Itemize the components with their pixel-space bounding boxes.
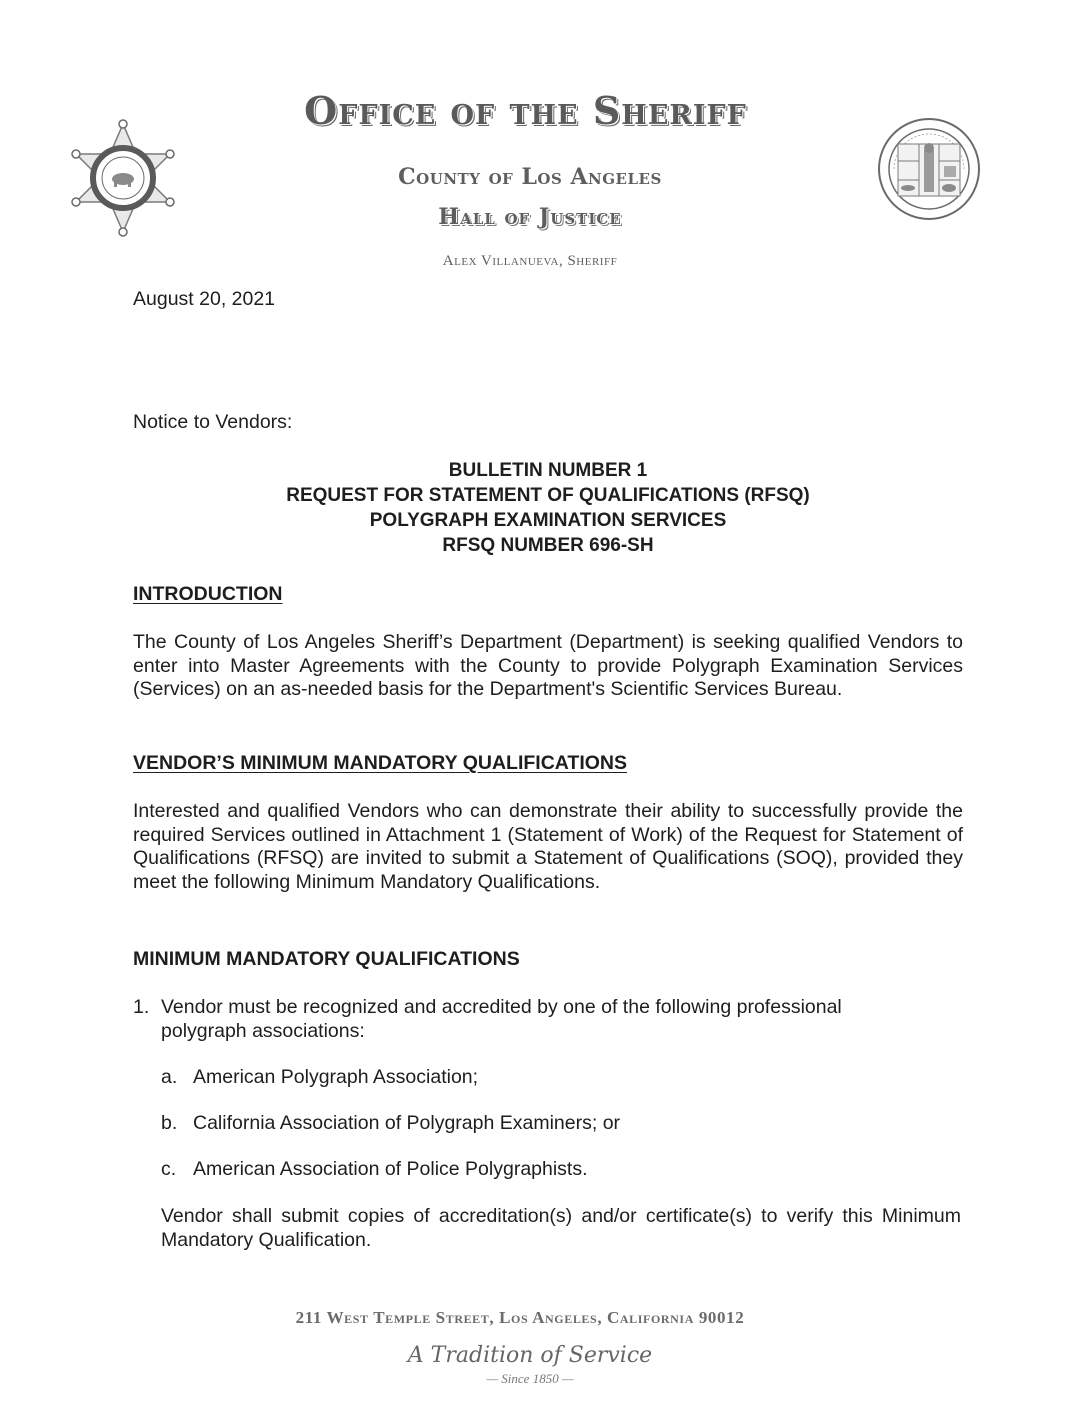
letter-date: August 20, 2021 [133, 288, 276, 310]
bulletin-number: BULLETIN NUMBER 1 [448, 460, 648, 481]
bulletin-rfsq-title: REQUEST FOR STATEMENT OF QUALIFICATIONS (RFSQ) [286, 485, 810, 506]
footer-since: — Since 1850 — [486, 1371, 574, 1386]
list-item-text: Vendor must be recognized and accredited by one of the following professional polygraph associations: [161, 996, 842, 1042]
bulletin-title-block [133, 458, 963, 558]
minimum-qualifications-heading: MINIMUM MANDATORY QUALIFICATIONS [133, 948, 520, 970]
footer-motto: A Tradition of Service [407, 1343, 653, 1368]
sub-item-label-c: c. [161, 1158, 177, 1180]
sub-item-california-association: California Association of Polygraph Examiners; or [193, 1112, 621, 1134]
vendor-qualifications-paragraph: Interested and qualified Vendors who can demonstrate their ability to successfully provide the required Services outlined in Attachment 1 (Statement of Work) of the Request for Statement of Qualifications (RFSQ) are invited to submit a Statement of Qualifications (SOQ), provided they meet the following Minimum Mandatory Qualifications. [133, 800, 963, 893]
salutation: Notice to Vendors: [133, 411, 293, 433]
sub-item-label-b: b. [161, 1112, 178, 1134]
introduction-paragraph: The County of Los Angeles Sheriff’s Department (Department) is seeking qualified Vendors to enter into Master Agreements with the County to provide Polygraph Examination Services (Services) on an as-needed basis for the Department's Scientific Services Bureau. [133, 631, 963, 700]
letterhead-county: County of Los Angeles [398, 164, 662, 190]
bulletin-rfsq-number: RFSQ NUMBER 696-SH [442, 535, 654, 556]
letterhead-sheriff-name: Alex Villanueva, Sheriff [442, 253, 618, 269]
introduction-heading: INTRODUCTION [133, 583, 283, 605]
vendor-qualifications-heading: VENDOR’S MINIMUM MANDATORY QUALIFICATIONS [133, 752, 627, 774]
footer-address: 211 West Temple Street, Los Angeles, California 90012 [295, 1308, 745, 1327]
sub-item-label-a: a. [161, 1066, 178, 1088]
sub-item-american-polygraph-association: American Polygraph Association; [193, 1066, 479, 1088]
county-seal-icon [876, 114, 982, 224]
bulletin-service-title: POLYGRAPH EXAMINATION SERVICES [369, 510, 727, 531]
letterhead-title: Office of the Sheriff [304, 88, 747, 133]
sub-item-police-polygraphists: American Association of Police Polygraphists. [193, 1158, 588, 1180]
submission-requirement-paragraph: Vendor shall submit copies of accreditation(s) and/or certificate(s) to verify this Minimum Mandatory Qualification. [161, 1205, 961, 1251]
list-item-number: 1. [133, 996, 150, 1018]
sheriff-star-badge-icon [68, 118, 178, 238]
letterhead-building: Hall of Justice [438, 204, 622, 230]
